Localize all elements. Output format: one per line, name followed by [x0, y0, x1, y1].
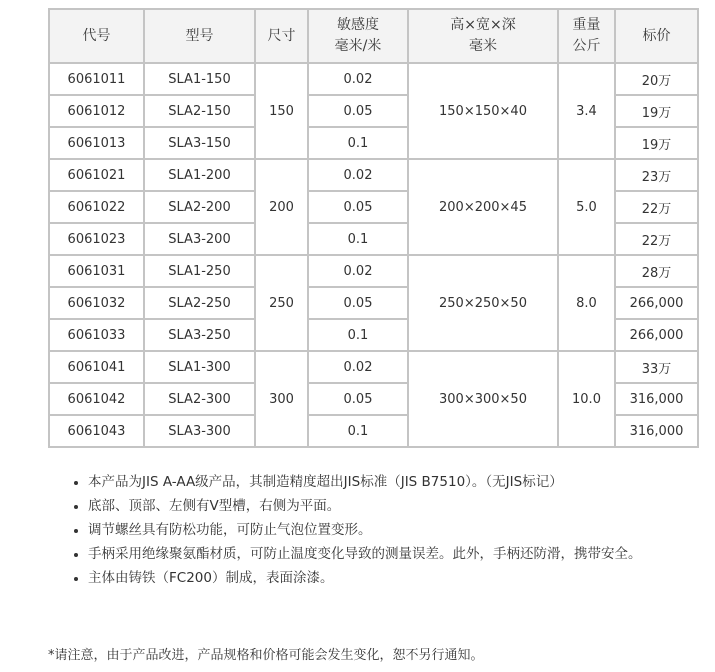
- cell-weight: 10.0: [558, 351, 615, 447]
- footnote: *请注意，由于产品改进，产品规格和价格可能会发生变化，恕不另行通知。: [48, 648, 484, 663]
- note-item: • 底部、顶部、左侧有V型槽，右侧为平面。: [88, 494, 715, 518]
- cell-code: 6061043: [49, 415, 144, 447]
- cell-size: 150: [255, 63, 308, 159]
- cell-code: 6061012: [49, 95, 144, 127]
- cell-code: 6061023: [49, 223, 144, 255]
- cell-model: SLA3-250: [144, 319, 255, 351]
- cell-sensitivity: 0.02: [308, 159, 408, 191]
- cell-price: 33万: [615, 351, 698, 383]
- cell-size: 300: [255, 351, 308, 447]
- header-price: 标价: [615, 9, 698, 63]
- spec-table: [48, 8, 699, 448]
- cell-dimensions: 250×250×50: [408, 255, 558, 351]
- cell-sensitivity: 0.1: [308, 223, 408, 255]
- note-item: • 主体由铸铁（FC200）制成，表面涂漆。: [88, 566, 715, 590]
- cell-code: 6061021: [49, 159, 144, 191]
- cell-price: 19万: [615, 127, 698, 159]
- cell-sensitivity: 0.02: [308, 351, 408, 383]
- cell-code: 6061041: [49, 351, 144, 383]
- header-sensitivity: [308, 9, 408, 63]
- cell-price: 19万: [615, 95, 698, 127]
- cell-model: SLA3-300: [144, 415, 255, 447]
- cell-sensitivity: 0.05: [308, 191, 408, 223]
- cell-weight: 3.4: [558, 63, 615, 159]
- header-dimensions: [408, 9, 558, 63]
- table-row: [49, 159, 698, 191]
- cell-price: 20万: [615, 63, 698, 95]
- table-row: [49, 255, 698, 287]
- cell-price: 266,000: [615, 319, 698, 351]
- cell-price: 266,000: [615, 287, 698, 319]
- cell-model: SLA1-150: [144, 63, 255, 95]
- cell-sensitivity: 0.05: [308, 383, 408, 415]
- cell-model: SLA2-250: [144, 287, 255, 319]
- cell-code: 6061033: [49, 319, 144, 351]
- header-sensitivity-text: 敏感度 毫米/米: [334, 17, 382, 54]
- cell-model: SLA3-150: [144, 127, 255, 159]
- note-item: • 手柄采用绝缘聚氨酯材质，可防止温度变化导致的测量误差。此外，手柄还防滑，携带安全。: [88, 542, 715, 566]
- cell-code: 6061013: [49, 127, 144, 159]
- cell-model: SLA2-300: [144, 383, 255, 415]
- header-code: 代号: [49, 9, 144, 63]
- header-size: 尺寸: [255, 9, 308, 63]
- cell-price: 316,000: [615, 415, 698, 447]
- cell-price: 28万: [615, 255, 698, 287]
- cell-price: 23万: [615, 159, 698, 191]
- table-body: [49, 63, 698, 447]
- cell-model: SLA2-150: [144, 95, 255, 127]
- cell-sensitivity: 0.02: [308, 63, 408, 95]
- cell-sensitivity: 0.1: [308, 415, 408, 447]
- header-weight-text: 重量 公斤: [572, 17, 601, 54]
- cell-code: 6061011: [49, 63, 144, 95]
- note-item: • 调节螺丝具有防松功能，可防止气泡位置变形。: [88, 518, 715, 542]
- table-header-row: [49, 9, 698, 63]
- cell-code: 6061031: [49, 255, 144, 287]
- note-item: • 本产品为JIS A-AA级产品，其制造精度超出JIS标准（JIS B7510）。（无JIS标记）: [88, 470, 715, 494]
- cell-sensitivity: 0.05: [308, 95, 408, 127]
- cell-size: 250: [255, 255, 308, 351]
- notes-list: [72, 470, 715, 590]
- cell-code: 6061042: [49, 383, 144, 415]
- cell-code: 6061032: [49, 287, 144, 319]
- cell-sensitivity: 0.05: [308, 287, 408, 319]
- cell-model: SLA2-200: [144, 191, 255, 223]
- cell-sensitivity: 0.1: [308, 319, 408, 351]
- cell-model: SLA1-200: [144, 159, 255, 191]
- cell-dimensions: 200×200×45: [408, 159, 558, 255]
- cell-sensitivity: 0.02: [308, 255, 408, 287]
- cell-model: SLA1-250: [144, 255, 255, 287]
- cell-model: SLA1-300: [144, 351, 255, 383]
- cell-code: 6061022: [49, 191, 144, 223]
- cell-sensitivity: 0.1: [308, 127, 408, 159]
- cell-price: 316,000: [615, 383, 698, 415]
- cell-dimensions: 150×150×40: [408, 63, 558, 159]
- header-model: 型号: [144, 9, 255, 63]
- cell-dimensions: 300×300×50: [408, 351, 558, 447]
- table-row: [49, 351, 698, 383]
- cell-price: 22万: [615, 223, 698, 255]
- header-dimensions-text: 高×宽×深 毫米: [450, 17, 516, 54]
- table-row: [49, 63, 698, 95]
- cell-price: 22万: [615, 191, 698, 223]
- header-weight: [558, 9, 615, 63]
- cell-weight: 5.0: [558, 159, 615, 255]
- cell-weight: 8.0: [558, 255, 615, 351]
- cell-size: 200: [255, 159, 308, 255]
- cell-model: SLA3-200: [144, 223, 255, 255]
